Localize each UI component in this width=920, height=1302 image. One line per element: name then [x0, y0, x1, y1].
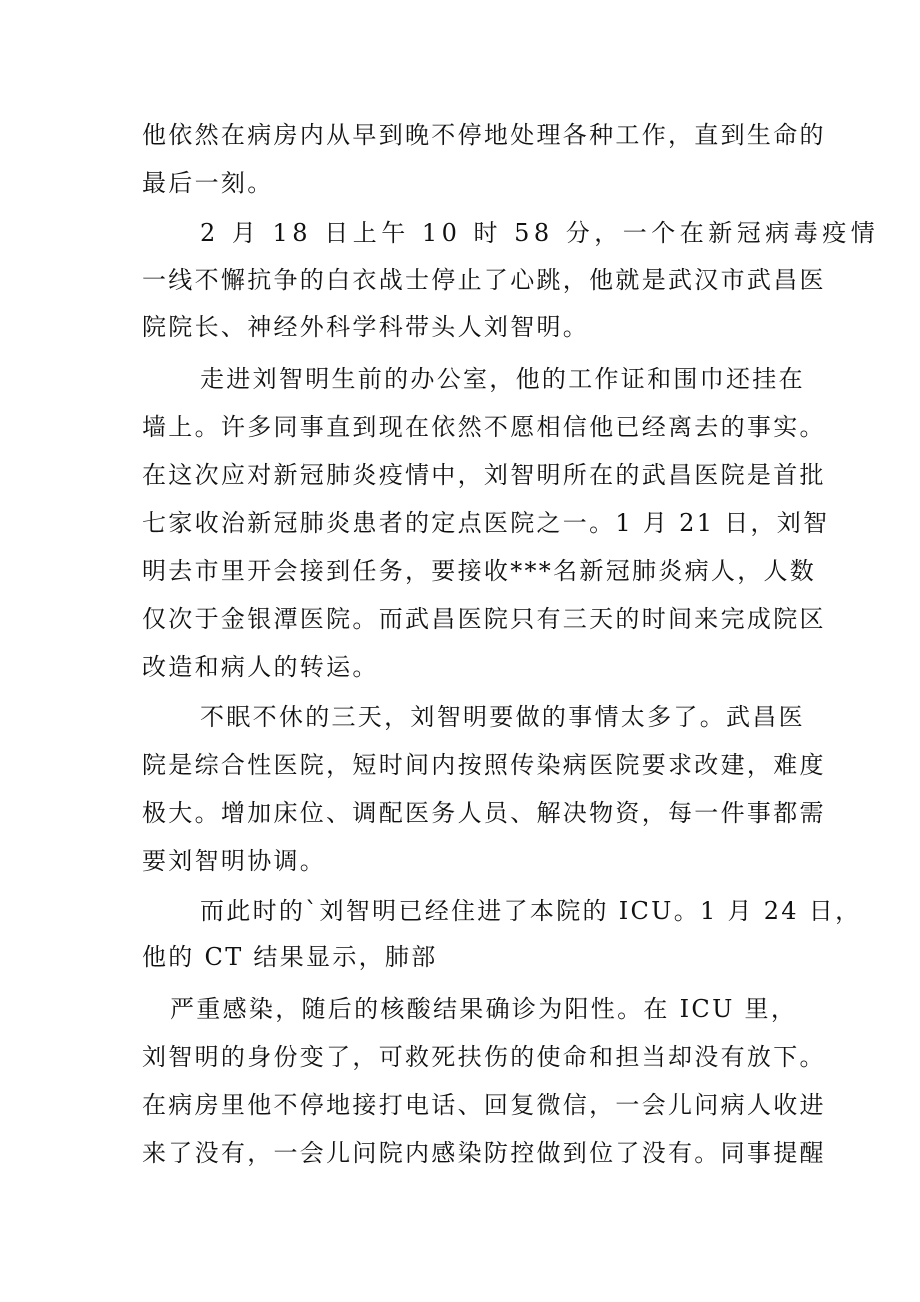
paragraph-line: 改造和病人的转运。: [142, 653, 379, 681]
paragraph-line: 不眠不休的三天，刘智明要做的事情太多了。武昌医: [200, 703, 805, 731]
paragraph-line: 七家收治新冠肺炎患者的定点医院之一。1 月 21 日，刘智: [142, 509, 830, 537]
paragraph-line: 在这次应对新冠肺炎疫情中，刘智明所在的武昌医院是首批: [142, 461, 826, 489]
paragraph-line: 明去市里开会接到任务，要接收***名新冠肺炎病人，人数: [142, 557, 817, 585]
paragraph-line: 在病房里他不停地接打电话、回复微信，一会儿问病人收进: [142, 1091, 826, 1119]
paragraph-line: 2 月 18 日上午 10 时 58 分，一个在新冠病毒疫情: [200, 219, 880, 247]
paragraph-line: 院院长、神经外科学科带头人刘智明。: [142, 313, 590, 341]
paragraph-line: 仅次于金银潭医院。而武昌医院只有三天的时间来完成院区: [142, 605, 826, 633]
paragraph-line: 最后一刻。: [142, 169, 274, 197]
paragraph-line: 他依然在病房内从早到晚不停地处理各种工作，直到生命的: [142, 121, 826, 149]
paragraph-line: 墙上。许多同事直到现在依然不愿相信他已经离去的事实。: [142, 413, 826, 441]
paragraph-line: 院是综合性医院，短时间内按照传染病医院要求改建，难度: [142, 751, 826, 779]
paragraph-line: 要刘智明协调。: [142, 847, 327, 875]
paragraph-line: 极大。增加床位、调配医务人员、解决物资，每一件事都需: [142, 799, 826, 827]
paragraph-line: 而此时的`刘智明已经住进了本院的 ICU。1 月 24 日，: [200, 897, 862, 925]
paragraph-line: 他的 CT 结果显示，肺部: [142, 943, 438, 971]
paragraph-line: 走进刘智明生前的办公室，他的工作证和围巾还挂在: [200, 365, 805, 393]
paragraph-line: 刘智明的身份变了，可救死扶伤的使命和担当却没有放下。: [142, 1043, 826, 1071]
paragraph-line: 一线不懈抗争的白衣战士停止了心跳，他就是武汉市武昌医: [142, 266, 826, 294]
paragraph-line: 严重感染，随后的核酸结果确诊为阳性。在 ICU 里，: [170, 995, 798, 1023]
paragraph-line: 来了没有，一会儿问院内感染防控做到位了没有。同事提醒: [142, 1139, 826, 1167]
